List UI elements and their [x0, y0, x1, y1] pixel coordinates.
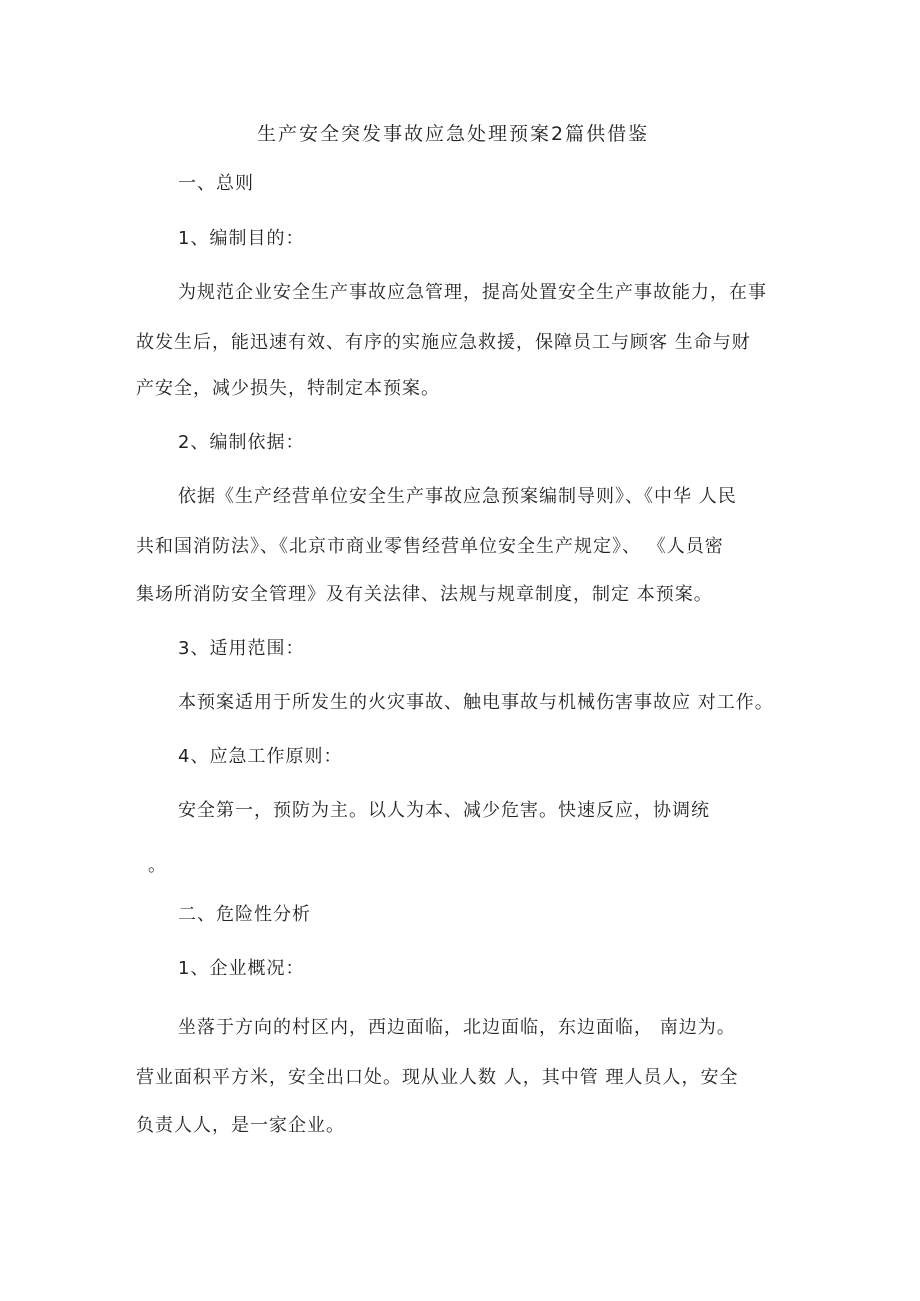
paragraph-line: 营业面积平方米，安全出口处。现从业人数 人，其中管 理人员人，安全 [136, 1067, 739, 1088]
paragraph-line: 共和国消防法》、《北京市商业零售经营单位安全生产规定》、 《人员密 [136, 536, 724, 557]
paragraph-line: 。 [148, 855, 167, 876]
document-title: 生产安全突发事故应急处理预案2篇供借鉴 [257, 123, 650, 145]
subsection-heading: 4、应急工作原则： [178, 746, 343, 767]
paragraph-line: 产安全，减少损失，特制定本预案。 [136, 378, 440, 399]
section-heading: 一、总则 [178, 173, 254, 194]
subsection-heading: 3、适用范围： [178, 638, 305, 659]
paragraph-line: 本预案适用于所发生的火灾事故、触电事故与机械伤害事故应 对工作。 [178, 692, 774, 713]
subsection-heading: 1、企业概况： [178, 958, 305, 979]
paragraph-line: 集场所消防安全管理》及有关法律、法规与规章制度，制定 本预案。 [136, 584, 713, 605]
paragraph-line: 故发生后，能迅速有效、有序的实施应急救援，保障员工与顾客 生命与财 [136, 332, 751, 353]
paragraph-line: 为规范企业安全生产事故应急管理，提高处置安全生产事故能力，在事 [178, 282, 767, 303]
paragraph-line: 坐落于方向的村区内，西边面临，北边面临，东边面临， 南边为。 [178, 1017, 736, 1038]
paragraph-line: 安全第一，预防为主。以人为本、减少危害。快速反应，协调统 [178, 800, 710, 821]
paragraph-line: 负责人人，是一家企业。 [136, 1115, 345, 1136]
subsection-heading: 2、编制依据： [178, 432, 305, 453]
section-heading: 二、危险性分析 [178, 904, 311, 925]
subsection-heading: 1、编制目的： [178, 228, 305, 249]
paragraph-line: 依据《生产经营单位安全生产事故应急预案编制导则》、《中华 人民 [178, 486, 737, 507]
